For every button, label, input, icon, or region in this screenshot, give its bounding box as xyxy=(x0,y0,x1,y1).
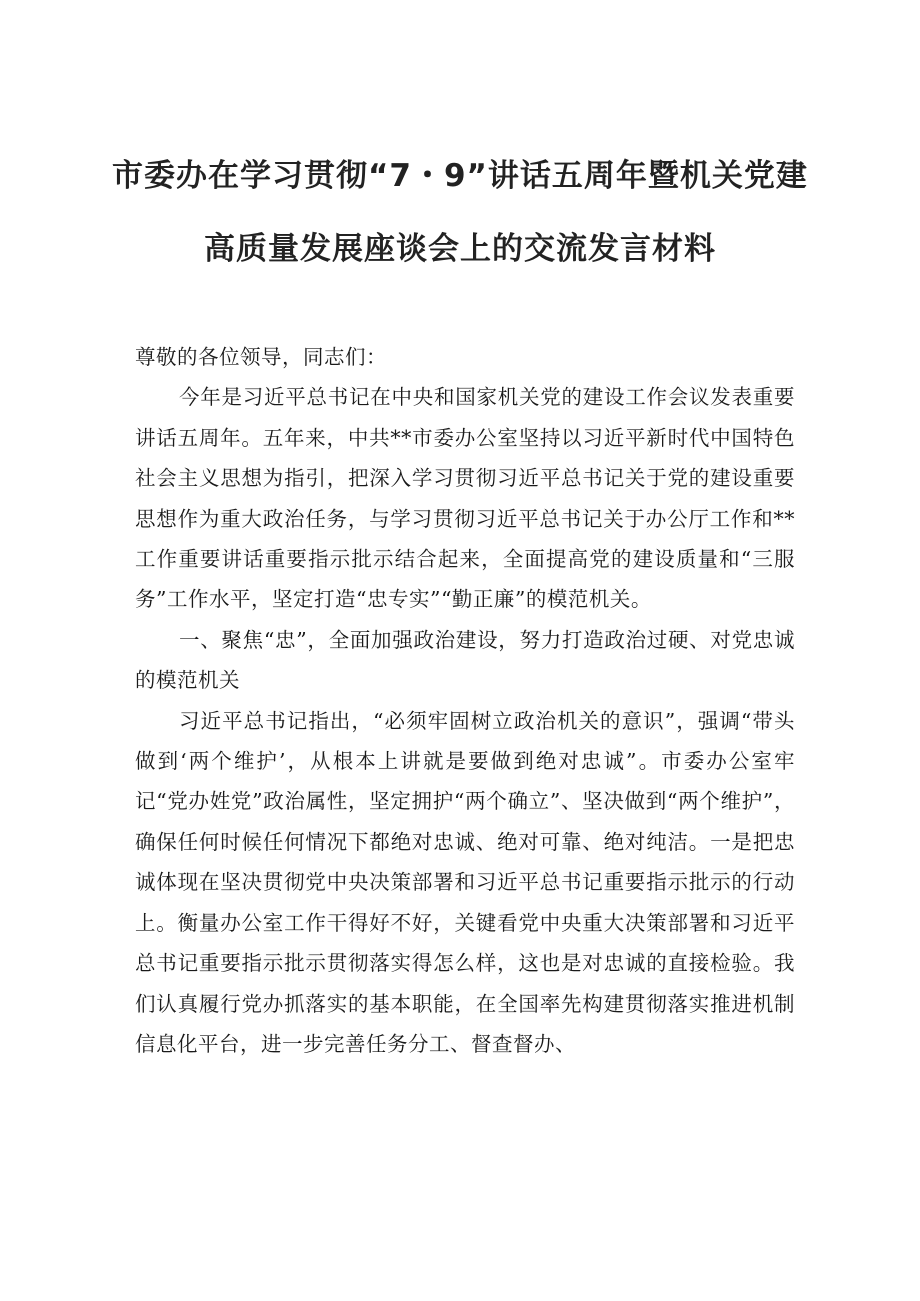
document-title-line-2: 高质量发展座谈会上的交流发言材料 xyxy=(204,231,716,267)
paragraph-section-1: 习近平总书记指出，“必须牢固树立政治机关的意识”，强调“带头做到‘两个维护’，从根本上讲就是要做到绝对忠诚”。市委办公室牢记“党办姓党”政治属性，坚定拥护“两个确立”、坚决做到“两个维护”，确保任何时候任何情况下都绝对忠诚、绝对可靠、绝对纯洁。一是把忠诚体现在坚决贯彻党中央决策部署和习近平总书记重要指示批示的行动上。衡量办公室工作干得好不好，关键看党中央重大决策部署和习近平总书记重要指示批示贯彻落实得怎么样，这也是对忠诚的直接检验。我们认真履行党办抓落实的基本职能，在全国率先构建贯彻落实推进机制信息化平台，进一步完善任务分工、督查督办、 xyxy=(135,708,795,1056)
section-heading-1: 一、聚焦“忠”，全面加强政治建设，努力打造政治过硬、对党忠诚的模范机关 xyxy=(135,627,795,693)
document-body xyxy=(135,337,795,1064)
salutation: 尊敬的各位领导，同志们： xyxy=(135,345,387,369)
document-title-line-1: 市委办在学习贯彻“7・9”讲话五周年暨机关党建 xyxy=(112,158,808,194)
paragraph-intro: 今年是习近平总书记在中央和国家机关党的建设工作会议发表重要讲话五周年。五年来，中共**市委办公室坚持以习近平新时代中国特色社会主义思想为指引，把深入学习贯彻习近平总书记关于党的建设重要思想作为重大政治任务，与学习贯彻习近平总书记关于办公厅工作和**工作重要讲话重要指示批示结合起来，全面提高党的建设质量和“三服务”工作水平，坚定打造“忠专实”“勤正廉”的模范机关。 xyxy=(135,385,795,612)
